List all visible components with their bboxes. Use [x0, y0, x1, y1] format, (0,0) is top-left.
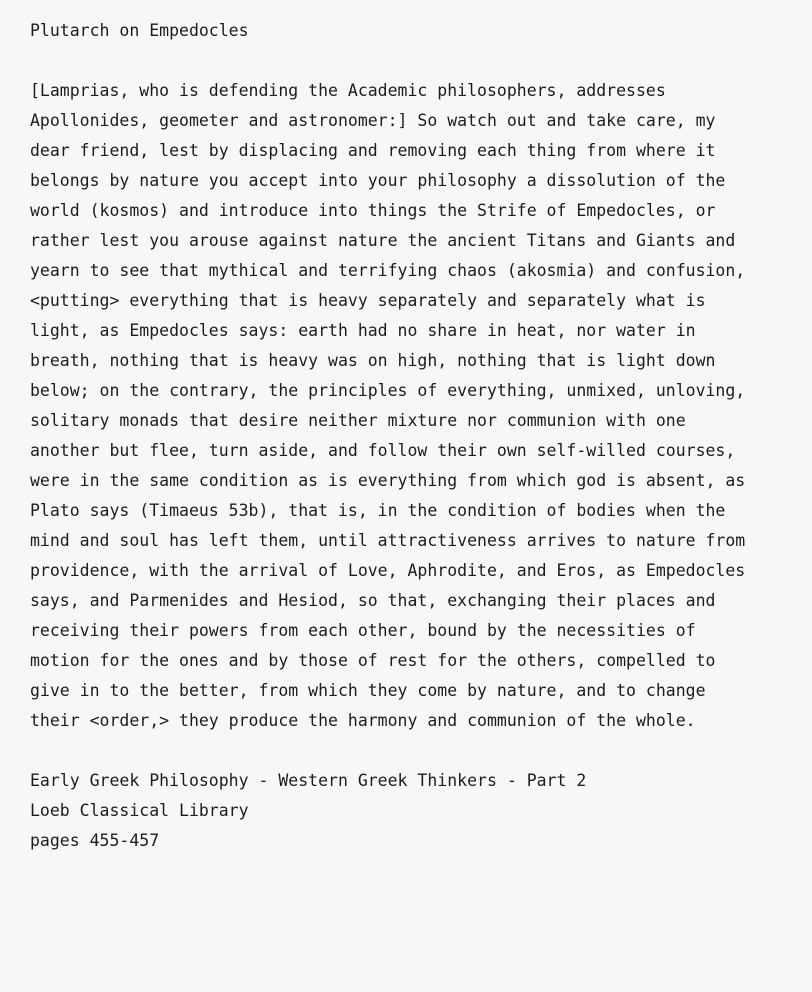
passage-line: Apollonides, geometer and astronomer:] So watch out and take care, my	[30, 111, 716, 130]
passage-line: dear friend, lest by displacing and removing each thing from where it	[30, 141, 716, 160]
passage-line: their <order,> they produce the harmony and communion of the whole.	[30, 711, 696, 730]
passage-line: were in the same condition as is everything from which god is absent, as	[30, 471, 746, 490]
passage-line: mind and soul has left them, until attractiveness arrives to nature from	[30, 531, 746, 550]
passage-line: belongs by nature you accept into your philosophy a dissolution of the	[30, 171, 726, 190]
passage-line: below; on the contrary, the principles of everything, unmixed, unloving,	[30, 381, 746, 400]
passage-line: Plato says (Timaeus 53b), that is, in the condition of bodies when the	[30, 501, 726, 520]
passage-line: another but flee, turn aside, and follow their own self-willed courses,	[30, 441, 736, 460]
document-title: Plutarch on Empedocles	[30, 21, 249, 40]
source-pages: pages 455-457	[30, 831, 160, 850]
quoted-passage	[30, 76, 800, 736]
spacer	[30, 736, 800, 766]
passage-line: says, and Parmenides and Hesiod, so that, exchanging their places and	[30, 591, 716, 610]
passage-line: <putting> everything that is heavy separately and separately what is	[30, 291, 706, 310]
passage-line: providence, with the arrival of Love, Aphrodite, and Eros, as Empedocles	[30, 561, 746, 580]
passage-line: receiving their powers from each other, bound by the necessities of	[30, 621, 696, 640]
passage-line: yearn to see that mythical and terrifying chaos (akosmia) and confusion,	[30, 261, 746, 280]
passage-line: give in to the better, from which they come by nature, and to change	[30, 681, 706, 700]
source-work: Early Greek Philosophy - Western Greek Thinkers - Part 2	[30, 771, 587, 790]
passage-line: light, as Empedocles says: earth had no share in heat, nor water in	[30, 321, 696, 340]
document-page	[30, 16, 800, 856]
passage-line: [Lamprias, who is defending the Academic philosophers, addresses	[30, 81, 666, 100]
spacer	[30, 46, 800, 76]
passage-line: motion for the ones and by those of rest for the others, compelled to	[30, 651, 716, 670]
source-citation	[30, 766, 800, 856]
passage-line: rather lest you arouse against nature the ancient Titans and Giants and	[30, 231, 736, 250]
source-series: Loeb Classical Library	[30, 801, 249, 820]
passage-line: breath, nothing that is heavy was on high, nothing that is light down	[30, 351, 716, 370]
passage-line: solitary monads that desire neither mixture nor communion with one	[30, 411, 686, 430]
passage-line: world (kosmos) and introduce into things the Strife of Empedocles, or	[30, 201, 716, 220]
